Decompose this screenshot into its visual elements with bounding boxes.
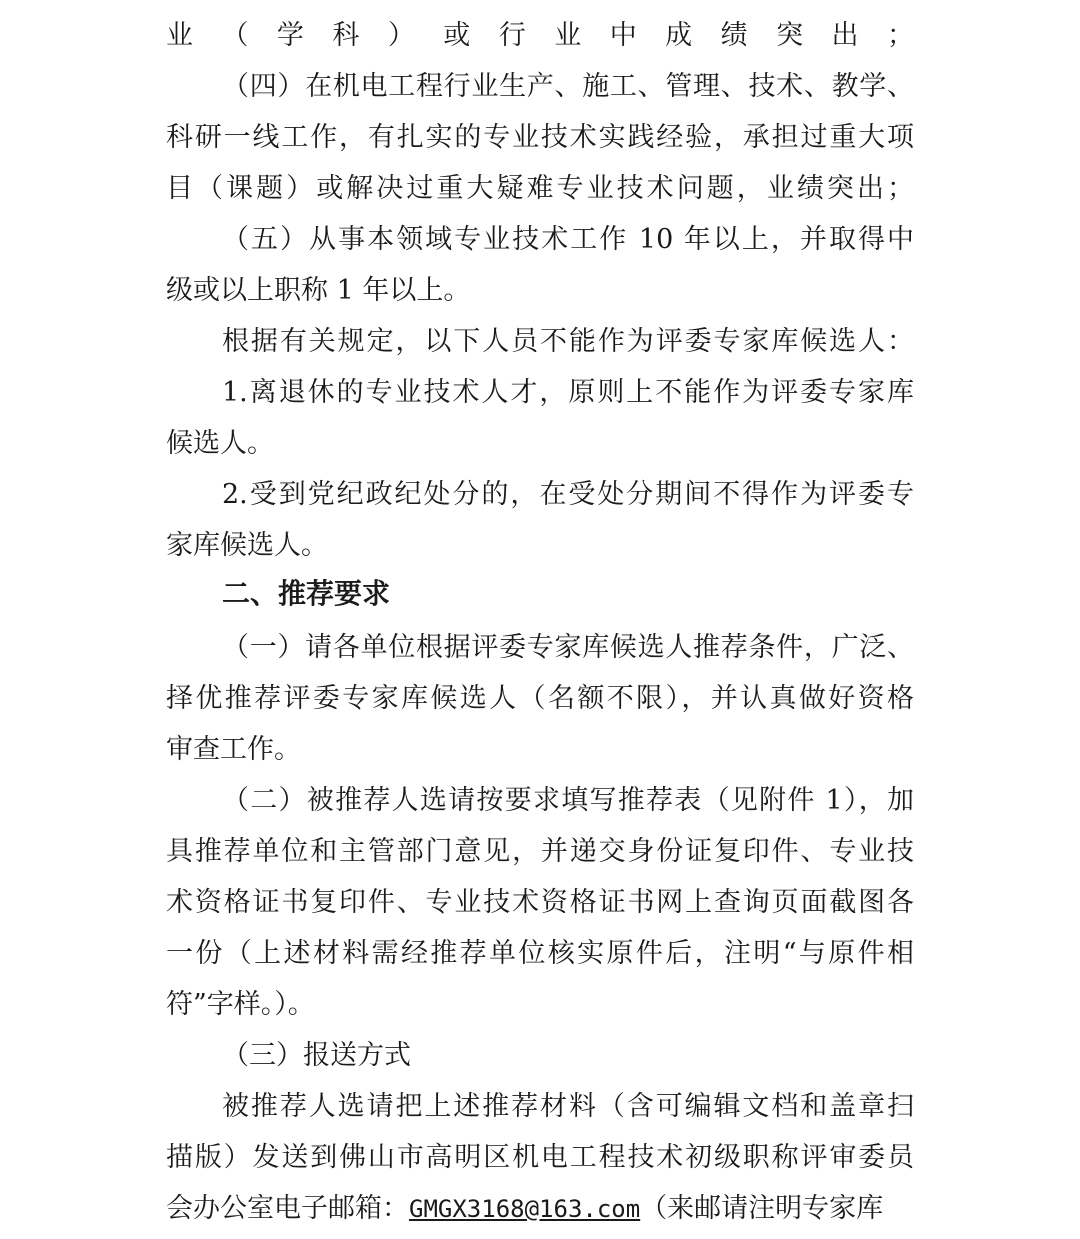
line-9: 候选人。: [166, 428, 274, 459]
line-24-suffix: （来邮请注明专家库: [640, 1193, 884, 1224]
line-7: 根据有关规定，以下人员不能作为评委专家库候选人：: [222, 326, 914, 357]
line-24-prefix: 会办公室电子邮箱：: [166, 1193, 409, 1224]
line-24: [166, 1191, 914, 1227]
line-6: 级或以上职称 1 年以上。: [166, 275, 471, 306]
line-14: 择优推荐评委专家库候选人（名额不限），并认真做好资格: [166, 683, 914, 714]
line-18: 术资格证书复印件、专业技术资格证书网上查询页面截图各: [166, 887, 914, 918]
line-23: 描版）发送到佛山市高明区机电工程技术初级职称评审委员: [166, 1142, 914, 1173]
line-8: 1.离退休的专业技术人才，原则上不能作为评委专家库: [222, 377, 914, 408]
line-20: 符”字样。）。: [166, 989, 315, 1020]
line-3: 科研一线工作，有扎实的专业技术实践经验，承担过重大项: [166, 122, 914, 153]
line-2: （四）在机电工程行业生产、施工、管理、技术、教学、: [222, 71, 914, 102]
line-11: 家库候选人。: [166, 530, 328, 561]
line-13: （一）请各单位根据评委专家库候选人推荐条件，广泛、: [222, 632, 914, 663]
line-4: 目（课题）或解决过重大疑难专业技术问题，业绩突出；: [166, 173, 914, 204]
line-15: 审查工作。: [166, 734, 301, 765]
section-heading: 二、推荐要求: [222, 577, 391, 610]
email-link[interactable]: GMGX3168@163.com: [409, 1195, 641, 1223]
line-5: （五）从事本领域专业技术工作 10 年以上，并取得中: [222, 224, 914, 255]
line-1: 业（学科）或行业中成绩突出；: [166, 20, 914, 51]
line-10: 2.受到党纪政纪处分的，在受处分期间不得作为评委专: [222, 479, 914, 510]
line-21: （三）报送方式: [222, 1040, 411, 1071]
line-22: 被推荐人选请把上述推荐材料（含可编辑文档和盖章扫: [222, 1091, 914, 1122]
line-16: （二）被推荐人选请按要求填写推荐表（见附件 1），加: [222, 785, 914, 816]
line-19: 一份（上述材料需经推荐单位核实原件后，注明“与原件相: [166, 938, 914, 969]
line-17: 具推荐单位和主管部门意见，并递交身份证复印件、专业技: [166, 836, 914, 867]
